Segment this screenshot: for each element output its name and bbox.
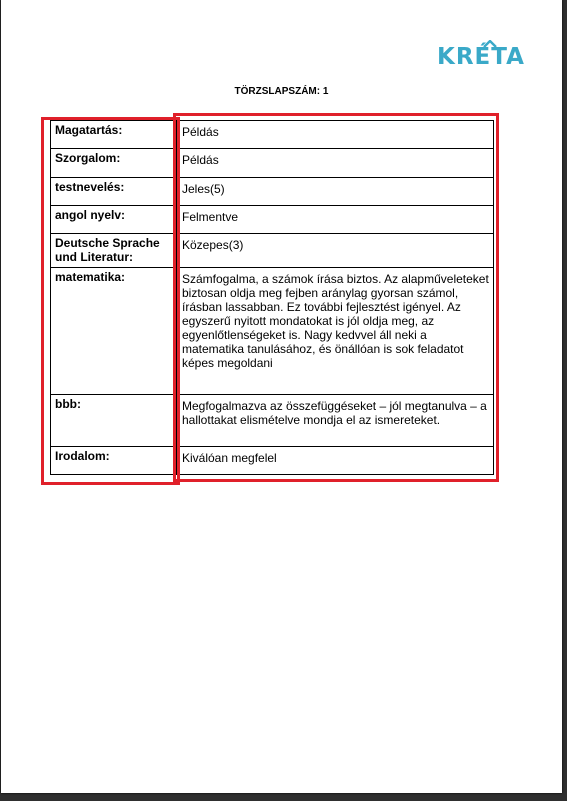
table-row (51, 447, 494, 475)
table-row (51, 395, 494, 447)
table-row (51, 149, 494, 178)
table-row (51, 268, 494, 395)
subject-cell: Magatartás: (51, 121, 177, 149)
subject-cell: bbb: (51, 395, 177, 447)
grade-cell: Jeles(5) (177, 178, 494, 206)
grade-cell: Felmentve (177, 206, 494, 234)
subject-cell: Irodalom: (51, 447, 177, 475)
table-row (51, 206, 494, 234)
table-row (51, 234, 494, 268)
grade-cell: Példás (177, 149, 494, 178)
grade-cell: Példás (177, 121, 494, 149)
grade-cell: Közepes(3) (177, 234, 494, 268)
document-page (1, 0, 562, 793)
grade-cell: Számfogalma, a számok írása biztos. Az alapműveleteket biztosan oldja meg fejben aránylag gyorsan számol, írásban lassabban. Ez további fejlesztést igényel. Az egyszerű nyitott mondatokat is jól oldja meg, az egyenlőtlenségeket is. Nagy kedvvel áll neki a matematika tanulásához, és önállóan is sok feladatot képes megoldani (177, 268, 494, 395)
grade-cell: Kiválóan megfelel (177, 447, 494, 475)
subject-cell: matematika: (51, 268, 177, 395)
table-row (51, 121, 494, 149)
kreta-logo (437, 40, 525, 74)
table-row (51, 178, 494, 206)
grade-cell: Megfogalmazva az összefüggéseket – jól megtanulva – a hallottakat elismételve mondja el az ismereteket. (177, 395, 494, 447)
page-title: TÖRZSLAPSZÁM: 1 (234, 86, 329, 97)
subject-cell: Deutsche Sprache und Literatur: (51, 234, 177, 268)
subject-cell: angol nyelv: (51, 206, 177, 234)
grades-table (50, 120, 494, 475)
logo-accent-icon (483, 40, 497, 48)
logo-text: KRÉTA (437, 44, 525, 70)
subject-cell: testnevelés: (51, 178, 177, 206)
subject-cell: Szorgalom: (51, 149, 177, 178)
